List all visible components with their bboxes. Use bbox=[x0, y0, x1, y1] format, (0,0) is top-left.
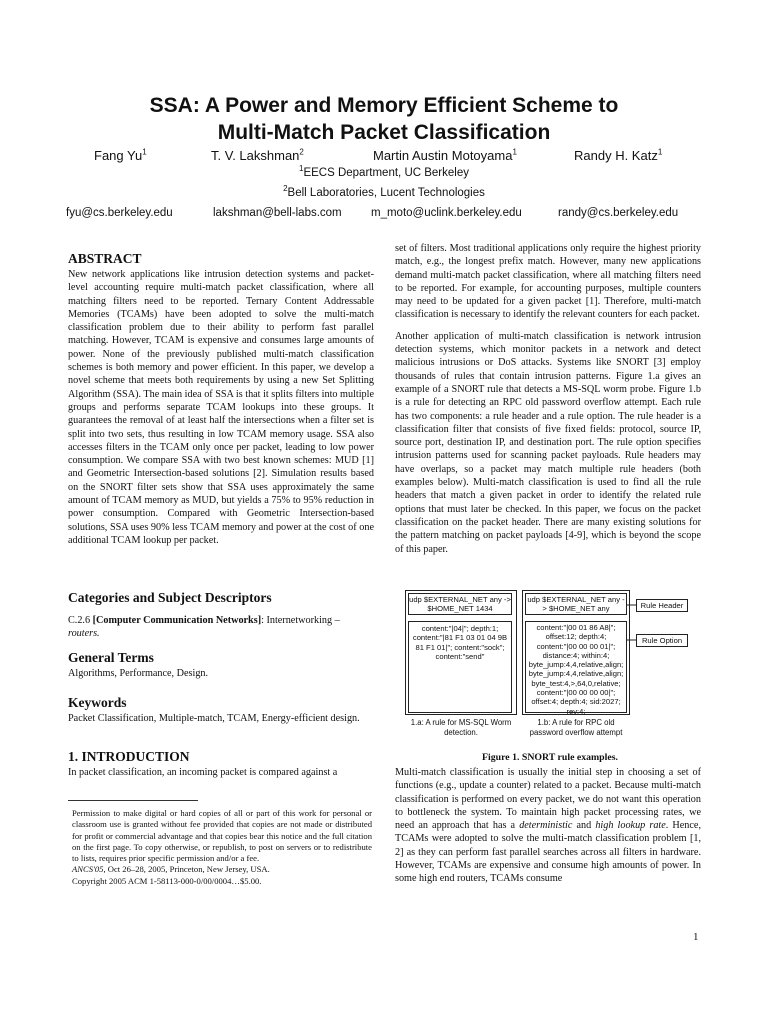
abstract-heading: ABSTRACT bbox=[68, 251, 142, 266]
copyright-notice: Permission to make digital or hard copies of all or part of this work for personal or classroom use is granted without fee provided that copies are not made or distributed for profit or commercial advantage and that copies bear this notice and the full citation on the first page. To copy otherwise, or republish, to post on servers or to redistribute to lists, requires prior specific permission and/or a fee. ANCS'05, Oct 26–28, 2005, Princeton, New Jersey, USA. Copyright 2005 ACM 1-58113-000-0/00/0004…$5.00. bbox=[72, 808, 372, 886]
email-4: randy@cs.berkeley.edu bbox=[558, 207, 679, 219]
author-4: Randy H. Katz$^1$ bbox=[574, 147, 663, 163]
affiliation-2: $^2$Bell Laboratories, Lucent Technologies bbox=[283, 184, 485, 199]
keywords-text: Packet Classification, Multiple-match, TCAM, Energy-efficient design. bbox=[68, 713, 360, 724]
author-3: Martin Austin Motoyama$^1$ bbox=[373, 147, 517, 163]
rule-b-caption: 1.b: A rule for RPC old password overflow attempt bbox=[529, 718, 623, 737]
title-line-1: SSA: A Power and Memory Efficient Scheme to bbox=[149, 94, 619, 117]
keywords-heading: Keywords bbox=[68, 695, 127, 710]
rule-b-option: content:"|00 01 86 A8|"; offset:12; depth:4; content:"|00 00 00 01|"; distance:4; within:4; byte_jump:4,4,relative,align; byte_jump:4,4,relative,align; byte_test:4,>,64,0,relative; content:"|00 00 00 00|"; offset:4; depth:4; sid:2027; rev:4; bbox=[525, 621, 627, 713]
figure-1-caption: Figure 1. SNORT rule examples. bbox=[482, 752, 618, 763]
rule-a-caption: 1.a: A rule for MS-SQL Worm detection. bbox=[410, 718, 512, 737]
title-line-2: Multi-Match Packet Classification bbox=[217, 121, 551, 144]
paragraph-2: Another application of multi-match classification is network intrusion detection systems, which monitor packets in a network and detect malicious intrusions or DoS attacks. Systems like SNORT [3] employ thousands of rules that contain intrusion patterns. Figure 1.a gives an example of a SNORT rule that detects a MS-SQL worm probe. Figure 1.b is a rule for detecting an RPC old password overflow attempt. Each rule has two components: a rule header and a rule option. The rule header is a classification filter that consists of five fixed fields: protocol, source IP, source port, destination IP, and destination port. The rule option specifies intrusion patterns used for scanning packet payloads. Rule headers may have overlaps, so a packet may match multiple rule headers (both examples below). Multi-match classification is used to find all the rule headers that match a given packet in order to identify the related rule options that must later be checked. In this paper, we focus on the packet classification on the packet header. There are many existing solutions for the pattern matching on packet payloads [4-9], which is beyond the scope of this paper. bbox=[395, 330, 701, 555]
general-terms-text: Algorithms, Performance, Design. bbox=[68, 668, 209, 679]
email-2: lakshman@bell-labs.com bbox=[213, 207, 342, 219]
affiliation-1: $^1$EECS Department, UC Berkeley bbox=[299, 164, 469, 179]
introduction-text: In packet classification, an incoming packet is compared against a bbox=[68, 767, 338, 778]
email-3: m_moto@uclink.berkeley.edu bbox=[371, 207, 522, 219]
figure-1 bbox=[400, 590, 700, 740]
introduction-heading: 1. INTRODUCTION bbox=[68, 749, 190, 764]
notice-divider bbox=[68, 800, 198, 801]
rule-b-header: udp $EXTERNAL_NET any -> $HOME_NET any bbox=[525, 593, 627, 615]
categories-heading: Categories and Subject Descriptors bbox=[68, 590, 272, 605]
rule-a-header: udp $EXTERNAL_NET any -> $HOME_NET 1434 bbox=[409, 595, 511, 614]
paper-title bbox=[0, 92, 768, 146]
categories-text: C.2.6 [Computer Communication Networks]: Internetworking – routers. bbox=[68, 615, 340, 640]
rule-header-label: Rule Header bbox=[636, 599, 688, 612]
author-2: T. V. Lakshman$^2$ bbox=[211, 147, 304, 163]
paragraph-1: set of filters. Most traditional applications only require the highest priority match, e.g., the longest prefix match. However, many new applications demand multi-match packet classification, where all matching filters need to be reported. For example, for accounting purposes, multiple counters may need to be updated for a given packet [1]. Therefore, multi-match classification is necessary to identify the relevant counters for each packet. bbox=[395, 243, 701, 321]
general-terms-heading: General Terms bbox=[68, 650, 154, 665]
abstract-text: New network applications like intrusion detection systems and packet-level accounting require multi-match packet classification, where all matching filters need to be reported. Ternary Content Addressable Memories (TCAMs) have been adopted to solve the multi-match classification problem due to their ability to perform fast parallel matching. However, TCAM is expensive and consumes large amounts of power. None of the previously published multi-match classification schemes is both memory and power efficient. In this paper, we develop a novel scheme that meets both requirements by using a new Set Splitting Algorithm (SSA). The main idea of SSA is that it splits filters into multiple groups and performs separate TCAM lookups into these groups. It guarantees the removal of at least half the intersections when a filter set is split into two sets, thus resulting in low TCAM memory usage. SSA also accesses filters in the TCAM only once per packet, leading to low power consumption. We compare SSA with two best known schemes: MUD [1] and Geometric Intersection-based solutions [2]. Simulation results based on the SNORT filter sets show that SSA uses approximately the same amount of TCAM memory as MUD, but yields a 75% to 95% reduction in power consumption. Compared with Geometric Intersection-based solutions, SSA uses 90% less TCAM memory and power at the cost of one additional TCAM lookup per packet. bbox=[68, 269, 374, 546]
author-1: Fang Yu$^1$ bbox=[94, 147, 147, 163]
rule-option-label: Rule Option bbox=[636, 634, 688, 647]
page-number: 1 bbox=[693, 931, 699, 943]
right-column-text bbox=[395, 242, 701, 556]
figure-connectors bbox=[400, 590, 700, 740]
paragraph-3: Multi-match classification is usually the initial step in choosing a set of functions (e.g., update a counter) related to a packet. Because multi-match classification is performed on every packet, we do not want this operation to bottleneck the system. To maintain high packet processing rates, we need an approach that has a deterministic and high lookup rate. Hence, TCAMs were adopted to solve the multi-match classification problem [1, 2] as they can perform fast parallel searches across all filters in hardware. However, TCAMs are expensive and consume high amounts of power. In some high end routers, TCAMs consume bbox=[395, 767, 701, 885]
rule-a-option: content:"|04|"; depth:1; content:"|81 F1 03 01 04 9B 81 F1 01|"; content:"sock"; content:"send" bbox=[408, 621, 512, 713]
email-1: fyu@cs.berkeley.edu bbox=[66, 207, 173, 219]
